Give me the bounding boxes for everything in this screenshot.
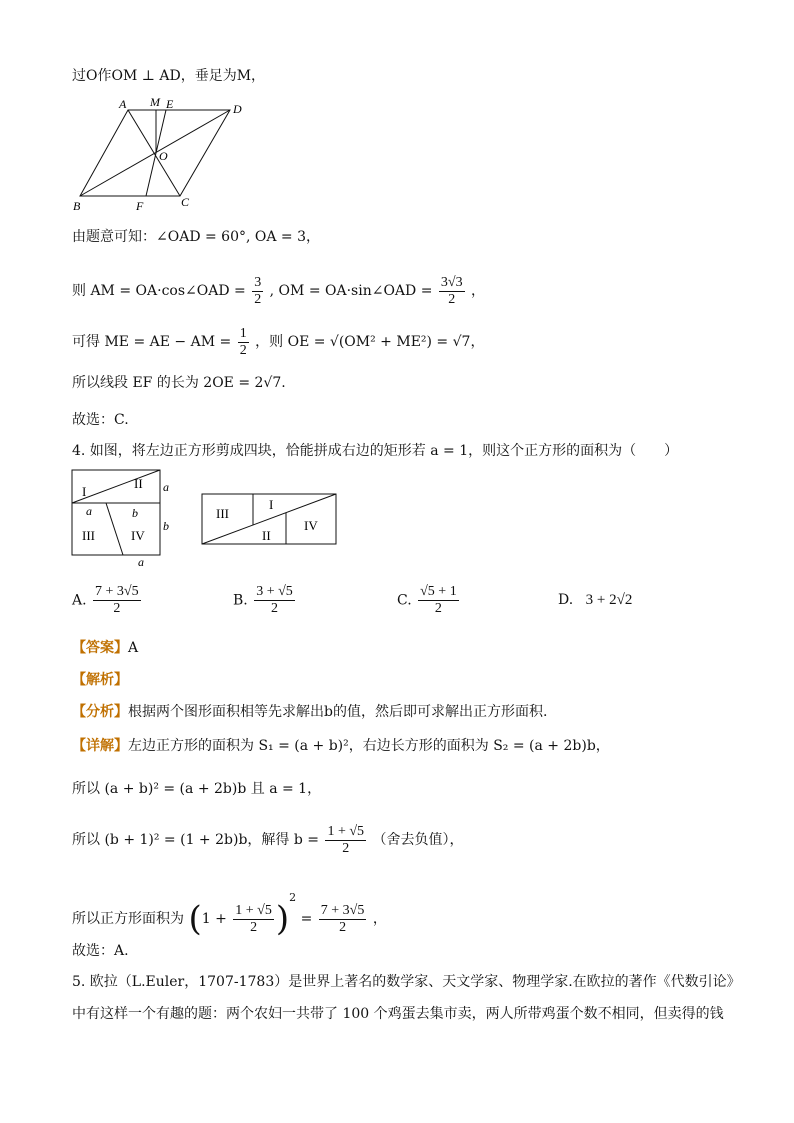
analysis-line (72, 670, 128, 690)
question-5-line-2: 中有这样一个有趣的题：两个农妇一共带了 100 个鸡蛋去集市卖，两人所带鸡蛋个数不相同，但卖得的钱 (72, 1006, 724, 1022)
given-line: 由题意可知：∠OAD = 60°, OA = 3， (72, 229, 321, 245)
sq-label-a-right: a (163, 480, 169, 494)
option-b[interactable]: B. $\frac{3 + √5}{2}$ (233, 584, 293, 616)
sq-label-I: I (82, 484, 87, 499)
fraction-3-over-2: $\frac{3}{2}$ (254, 274, 262, 307)
so-line-2: 所以 (b + 1)² = (1 + 2b)b，解得 b = $\frac{1 + √5}{2}$ （舍去负值）， (72, 823, 464, 856)
option-c[interactable]: C. $\frac{√5 + 1}{2}$ (397, 584, 457, 616)
square-rectangle-figure (68, 466, 358, 570)
me-oe-line (72, 324, 484, 360)
om-expression: , OM = OA·sin∠OAD = (269, 283, 433, 299)
oe-expression: ，则 OE = √(OM² + ME²) = √7， (255, 334, 485, 350)
option-a[interactable]: A. $\frac{7 + 3√5}{2}$ (72, 584, 139, 616)
fraction-area-result: $\frac{7 + 3√5}{2}$ (320, 902, 365, 935)
analysis-tag: 【解析】 (72, 672, 128, 688)
sq-label-a-bottom: a (138, 555, 144, 569)
fraction-3sqrt3-over-2: $\frac{3√3}{2}$ (440, 274, 463, 307)
label-F: F (136, 199, 144, 213)
label-A: A (119, 97, 127, 111)
fenxi-line (72, 702, 547, 722)
sq-label-b-right: b (163, 519, 169, 533)
sq-label-III: III (82, 528, 95, 543)
choose-c-line: 故选：C. (72, 412, 129, 428)
so-line-3: 所以正方形面积为 (1 + $\frac{1 + √5}{2}$ )$^2$ = $\frac{7 + 3√5}{2}$ ， (72, 891, 387, 939)
label-C: C (181, 195, 190, 209)
fenxi-tag: 【分析】 (72, 704, 128, 720)
xiangjie-line (72, 736, 610, 756)
am-om-line: 则 AM = OA·cos∠OAD = $\frac{3}{2}$ , OM = OA·sin∠OAD = $\frac{3√3}{2}$ ， (72, 274, 486, 307)
ef-line: 所以线段 EF 的长为 2OE = 2√7. (72, 375, 286, 391)
intro-line: 过O作OM ⊥ AD，垂足为M， (72, 68, 266, 84)
label-B: B (73, 199, 81, 213)
sq-label-IV: IV (131, 528, 145, 543)
question-5-line-1: 5. 欧拉（L.Euler，1707-1783）是世界上著名的数学家、天文学家、物理学家.在欧拉的著作《代数引论》 (72, 974, 741, 990)
am-prefix: 则 AM = OA·cos∠OAD = (72, 283, 246, 299)
fenxi-text: 根据两个图形面积相等先求解出b的值，然后即可求解出正方形面积. (128, 704, 548, 720)
xiangjie-text: 左边正方形的面积为 S₁ = (a + b)²，右边长方形的面积为 S₂ = (a + 2b)b， (128, 738, 610, 754)
sq-label-a-inner: a (86, 504, 92, 518)
fraction-inner: $\frac{1 + √5}{2}$ (235, 902, 272, 935)
rect-label-II: II (262, 528, 271, 543)
option-d[interactable]: D. 3 + 2√2 (558, 592, 633, 608)
so-line-1: 所以 (a + b)² = (a + 2b)b 且 a = 1， (72, 781, 322, 797)
label-E: E (166, 97, 174, 111)
fraction-b-value: $\frac{1 + √5}{2}$ (327, 823, 365, 856)
answer-value: A (128, 640, 139, 656)
label-M: M (150, 95, 160, 109)
fraction-1-over-2: $\frac{1}{2}$ (239, 325, 247, 358)
sq-label-b-inner: b (132, 506, 138, 520)
question-4-text: 4. 如图，将左边正方形剪成四块，恰能拼成右边的矩形若 a = 1，则这个正方形的面积为（ ） (72, 443, 679, 459)
label-D: D (233, 102, 242, 116)
rect-label-IV: IV (304, 518, 318, 533)
sq-label-II: II (134, 476, 143, 491)
choose-a-line: 故选：A. (72, 943, 129, 959)
answer-tag: 【答案】 (72, 640, 128, 656)
rect-label-III: III (216, 506, 229, 521)
label-O: O (159, 149, 168, 163)
rect-label-I: I (269, 497, 274, 512)
answer-line (72, 638, 138, 658)
xiangjie-tag: 【详解】 (72, 738, 128, 754)
rhombus-figure (70, 94, 250, 216)
me-prefix: 可得 ME = AE − AM = (72, 334, 232, 350)
